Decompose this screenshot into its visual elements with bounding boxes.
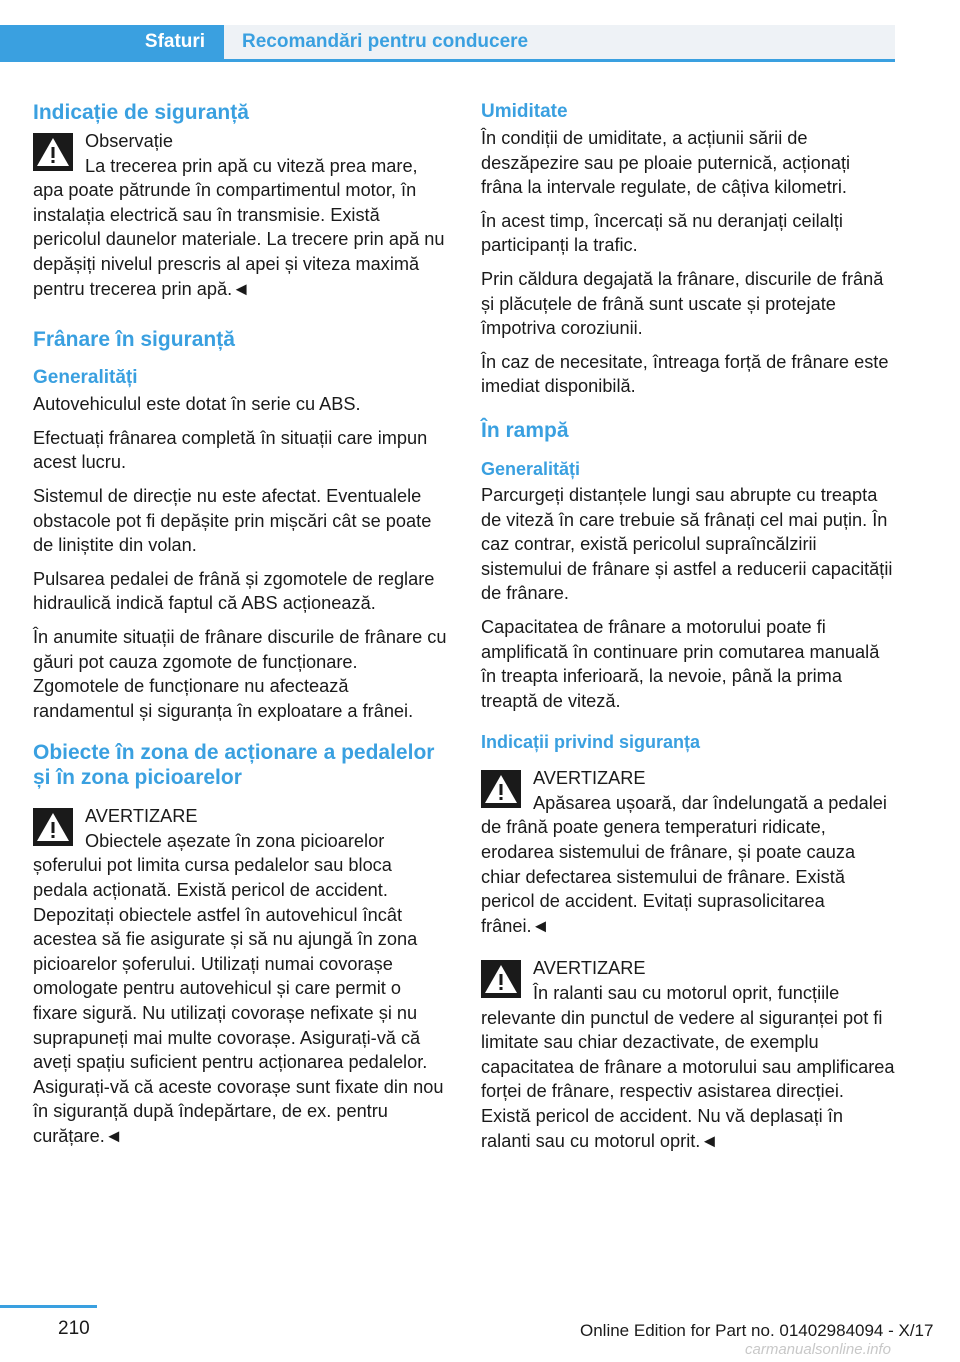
paragraph: Prin căldura degajată la frânare, discurile de frână și plăcuțele de frână sunt uscate și protejate împotriva coroziunii. bbox=[481, 268, 884, 339]
warning-text: La trecerea prin apă cu viteză prea mare, apa poate pătrunde în compartimentul motor, în instalația electrică sau în transmisie. Există pericolul daunelor materiale. La trecere prin apă nu depășiți nivelul prescris al apei și viteza maximă pentru trecerea prin apă.◄ bbox=[33, 155, 445, 299]
warning-triangle-icon bbox=[33, 133, 73, 171]
warning-triangle-icon bbox=[481, 960, 521, 998]
paragraph: Efectuați frânarea completă în situații care impun acest lucru. bbox=[33, 427, 428, 473]
warning-block-notice bbox=[33, 129, 448, 301]
warning-text: Apăsarea ușoară, dar îndelungată a pedalei de frână poate genera temperaturi ridicate, erodarea sistemului de frânare, și poate cauza chiar defectarea sistemului de frânare. Există pericol de accident. Evitați suprasolicitarea frânei.◄ bbox=[481, 792, 887, 936]
paragraph: În acest timp, încercați să nu deranjați ceilalți participanți la trafic. bbox=[481, 210, 843, 256]
left-column bbox=[33, 100, 448, 1161]
heading-safety-notes: Indicații privind siguranța bbox=[481, 732, 701, 753]
paragraph: Capacitatea de frânare a motorului poate fi amplificată în continuare prin comutarea manuală în treapta inferioară, la nevoie, până la prima treaptă de viteză. bbox=[481, 616, 880, 711]
warning-triangle-icon bbox=[33, 808, 73, 846]
page-number: 210 bbox=[58, 1318, 90, 1339]
edition-note: Online Edition for Part no. 01402984094 - X/17 bbox=[580, 1321, 934, 1340]
paragraph: În anumite situații de frânare discurile de frânare cu găuri pot cauza zgomote de funcționare. Zgomotele de funcționare nu afectează randamentul și siguranța în exploatare a frânei. bbox=[33, 626, 447, 721]
heading-safety-note: Indicație de siguranță bbox=[33, 101, 249, 124]
warning-text: În ralanti sau cu motorul oprit, funcțiile relevante din punctul de vedere al siguranței pot fi limitate sau chiar dezactivate, de exemplu capacitatea de frânare a motorului sau amplificarea forței de frânare, respectiv asistarea direcției. Există pericol de accident. Nu vă deplasați în ralanti sau cu motorul oprit.◄ bbox=[481, 983, 895, 1151]
warning-title: AVERTIZARE bbox=[533, 768, 646, 789]
warning-title: AVERTIZARE bbox=[85, 806, 198, 827]
heading-general: Generalități bbox=[481, 458, 581, 479]
footer-accent-line bbox=[0, 1305, 97, 1308]
tab-sfaturi[interactable]: Sfaturi bbox=[126, 25, 224, 59]
header-accent-block bbox=[0, 25, 126, 59]
warning-block-objects bbox=[33, 804, 448, 1148]
warning-triangle-icon bbox=[481, 770, 521, 808]
heading-braking: Frânare în siguranță bbox=[33, 328, 235, 352]
paragraph: Autovehiculul este dotat în serie cu ABS. bbox=[33, 394, 361, 415]
warning-block-idle bbox=[481, 956, 896, 1153]
paragraph: Sistemul de direcție nu este afectat. Eventualele obstacole pot fi depășite prin mișcări cât se poate de liniștite din volan. bbox=[33, 485, 432, 556]
tab-section-title[interactable]: Recomandări pentru conducere bbox=[224, 25, 895, 59]
heading-humidity: Umiditate bbox=[481, 101, 568, 122]
warning-block-brake-overload bbox=[481, 766, 896, 938]
heading-ramp: În rampă bbox=[481, 418, 569, 442]
warning-title: AVERTIZARE bbox=[533, 958, 646, 979]
paragraph: În condiții de umiditate, a acțiunii sării de deszăpezire sau pe ploaie puternică, acționați frâna la intervale regulate, de câțiva kilometri. bbox=[481, 128, 851, 198]
right-column bbox=[481, 100, 896, 1165]
heading-general: Generalități bbox=[33, 367, 138, 389]
header-divider bbox=[0, 59, 895, 62]
paragraph: Parcurgeți distanțele lungi sau abrupte cu treapta de viteză în care trebuie să frânați cel mai puțin. În caz contrar, există pericolul supraîncălzirii sistemului de frânare și astfel a reducerii capacității de frânare. bbox=[481, 484, 893, 604]
warning-title: Observație bbox=[85, 131, 173, 151]
warning-text: Obiectele așezate în zona picioarelor șoferului pot limita cursa pedalelor sau bloca pedala acționată. Există pericol de accident. Depozitați obiectele astfel în autovehicul încât acestea să fie asigurate și să nu ajungă în zona picioarelor șoferului. Utilizați numai covorașe omologate pentru autovehicul și care permit o fixare sigură. Nu utilizați covorașe nefixate și nu suprapuneți mai multe covorașe. Asigurați-vă că aveți spațiu suficient pentru acționarea pedalelor. Asigurați-vă că aceste covorașe sunt fixate din nou în siguranță după îndepărtare, de ex. pentru curățare.◄ bbox=[33, 830, 444, 1146]
paragraph: În caz de necesitate, întreaga forță de frânare este imediat disponibilă. bbox=[481, 351, 889, 397]
watermark: carmanualsonline.info bbox=[745, 1341, 891, 1358]
heading-objects-pedal-area: Obiecte în zona de acționare a pedalelor și în zona picioarelor bbox=[33, 741, 435, 790]
paragraph: Pulsarea pedalei de frână și zgomotele de reglare hidraulică indică faptul că ABS acționează. bbox=[33, 568, 435, 614]
